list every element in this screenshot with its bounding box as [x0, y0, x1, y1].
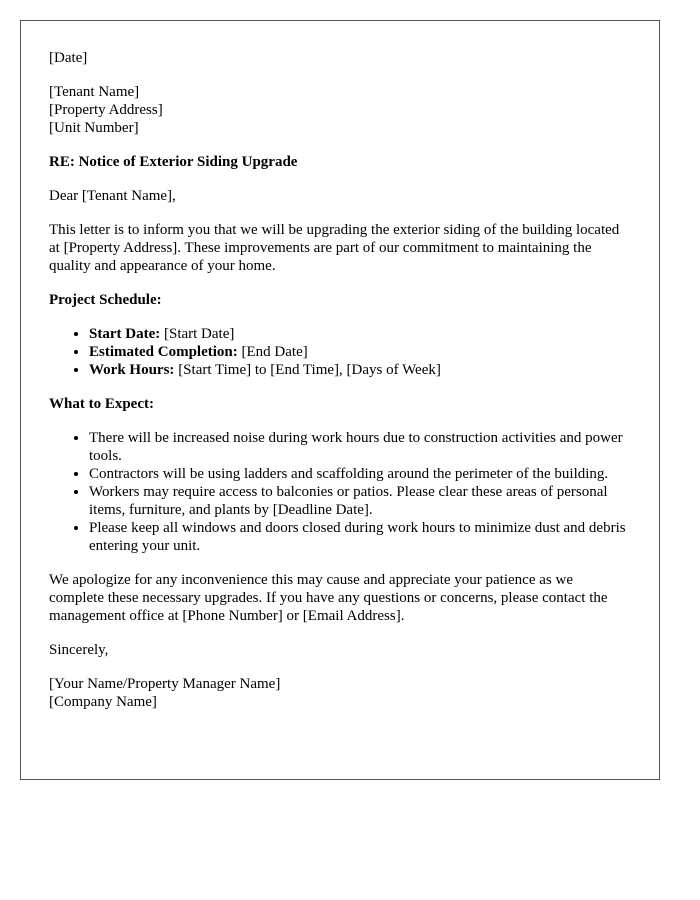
- closing-paragraph: We apologize for any inconvenience this may cause and appreciate your patience as we complete these necessary upgrades. If you have any questions or concerns, please contact the management office at [Phone Number] or [Email Address].: [49, 572, 608, 624]
- expect-list: [49, 429, 631, 555]
- letter-date: [Date]: [49, 50, 88, 66]
- schedule-item-completion: [89, 343, 631, 361]
- letter-subject: RE: Notice of Exterior Siding Upgrade: [49, 154, 298, 170]
- letter-signoff: Sincerely,: [49, 642, 109, 658]
- expect-item-ladders: • Contractors will be using ladders and scaffolding around the perimeter of the building.: [89, 465, 631, 483]
- schedule-value: [Start Date]: [160, 326, 235, 342]
- schedule-label: Start Date:: [89, 326, 161, 342]
- schedule-label: Work Hours:: [89, 362, 175, 378]
- schedule-value: [End Date]: [237, 344, 308, 360]
- recipient-block: [49, 83, 631, 137]
- signature-name: [Your Name/Property Manager Name]: [49, 676, 281, 692]
- letter-page: [20, 20, 660, 780]
- schedule-label: Estimated Completion:: [89, 344, 238, 360]
- schedule-item-start: [89, 325, 631, 343]
- signature-block: [49, 675, 631, 711]
- signature-company: [Company Name]: [49, 694, 157, 710]
- schedule-value: [Start Time] to [End Time], [Days of Week]: [174, 362, 441, 378]
- recipient-address: [Property Address]: [49, 102, 163, 118]
- recipient-unit: [Unit Number]: [49, 120, 139, 136]
- intro-paragraph: This letter is to inform you that we will be upgrading the exterior siding of the building located at [Property Address]. These improvements are part of our commitment to maintaining the quality and appearance of your home.: [49, 222, 620, 274]
- schedule-heading: Project Schedule:: [49, 292, 162, 308]
- schedule-list: [49, 325, 631, 379]
- expect-heading: What to Expect:: [49, 396, 154, 412]
- recipient-name: [Tenant Name]: [49, 84, 140, 100]
- expect-item-noise: • There will be increased noise during work hours due to construction activities and power tools.: [89, 429, 631, 465]
- schedule-item-hours: [89, 361, 631, 379]
- letter-salutation: Dear [Tenant Name],: [49, 188, 176, 204]
- expect-item-windows: • Please keep all windows and doors closed during work hours to minimize dust and debris entering your unit.: [89, 519, 631, 555]
- expect-item-access: • Workers may require access to balconies or patios. Please clear these areas of personal items, furniture, and plants by [Deadline Date].: [89, 483, 631, 519]
